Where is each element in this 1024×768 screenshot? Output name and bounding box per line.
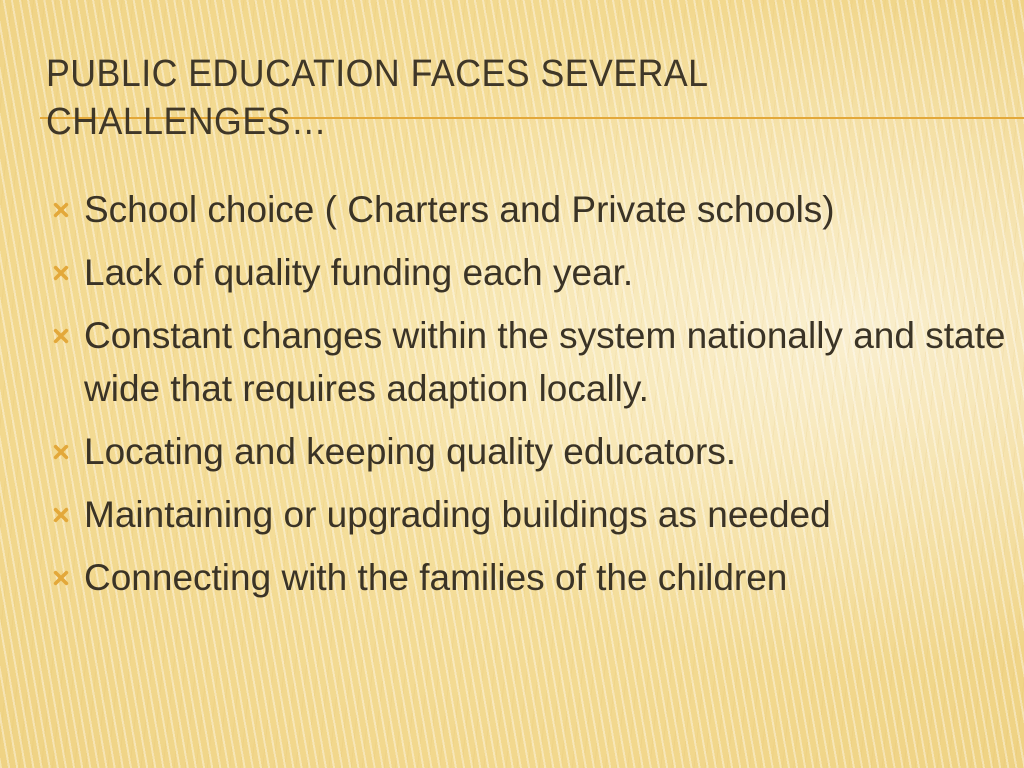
bullet-item	[46, 425, 1006, 478]
x-mark-icon	[50, 246, 72, 299]
bullet-item	[46, 551, 1006, 604]
x-mark-icon	[50, 309, 72, 362]
bullet-text: Constant changes within the system nationally and state wide that requires adaption locally.	[84, 315, 1006, 409]
x-mark-icon	[50, 488, 72, 541]
bullet-text: Lack of quality funding each year.	[84, 252, 634, 293]
bullet-item	[46, 246, 1006, 299]
x-mark-icon	[50, 425, 72, 478]
x-mark-icon	[50, 183, 72, 236]
bullet-text: Maintaining or upgrading buildings as needed	[84, 494, 831, 535]
bullet-item	[46, 488, 1006, 541]
bullet-item	[46, 309, 1006, 415]
bullet-text: School choice ( Charters and Private schools)	[84, 189, 835, 230]
bullet-list	[46, 183, 1006, 614]
slide-title: PUBLIC EDUCATION FACES SEVERAL CHALLENGES…	[46, 53, 708, 143]
x-mark-icon	[50, 551, 72, 604]
bullet-text: Connecting with the families of the children	[84, 557, 788, 598]
bullet-text: Locating and keeping quality educators.	[84, 431, 737, 472]
bullet-item	[46, 183, 1006, 236]
